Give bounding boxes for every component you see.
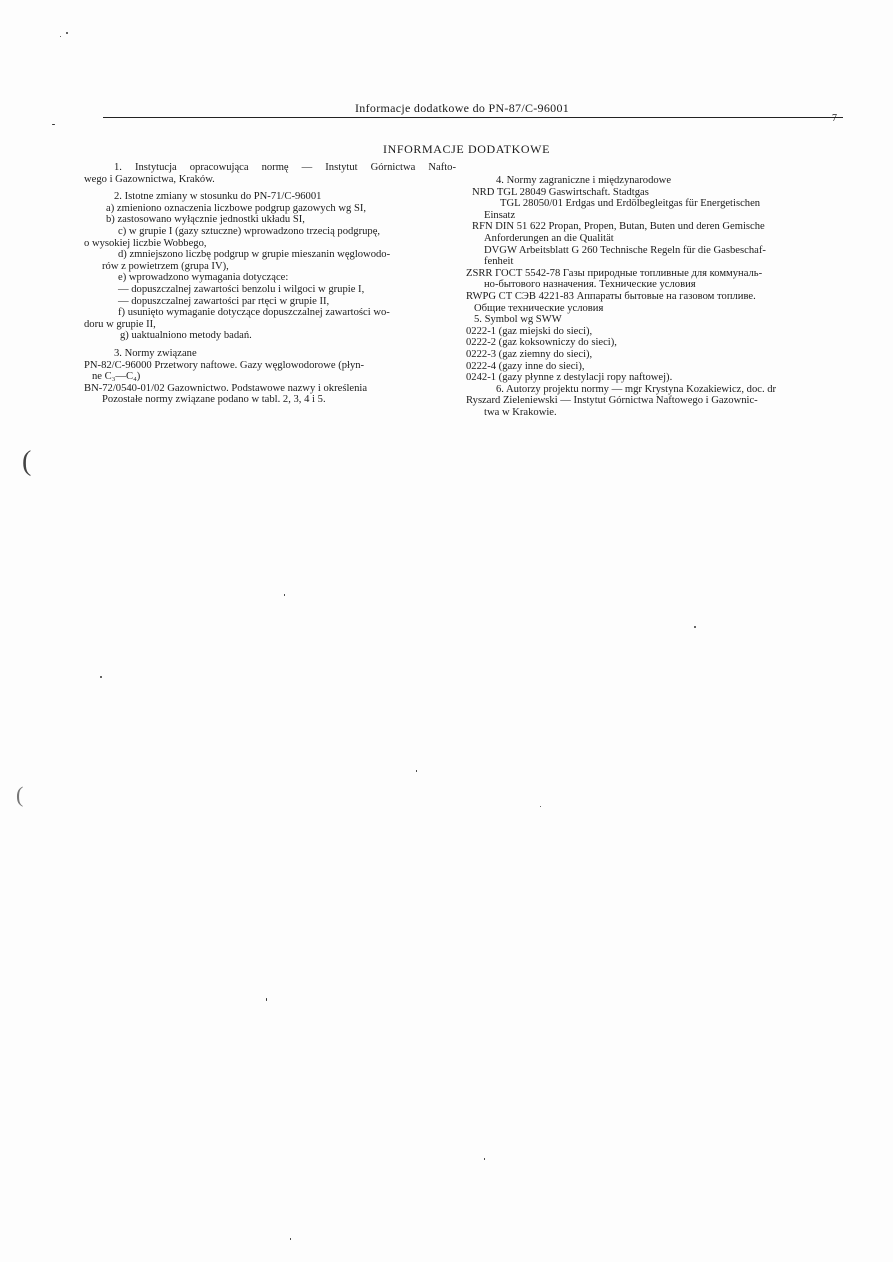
page-number: 7 [832,113,837,124]
text-line: e) wprowadzono wymagania dotyczące: [118,272,289,284]
scan-speck [266,998,267,1001]
text-line: fenheit [484,256,514,268]
text-line: twa w Krakowie. [484,406,557,418]
text-line: Pozostałe normy związane podano w tabl. 2, 3, 4 i 5. [102,394,326,406]
text-line: DVGW Arbeitsblatt G 260 Technische Regeln für die Gasbeschaf- [484,244,766,256]
section-heading: 5. Symbol wg SWW [474,314,562,326]
text-line: c) w grupie I (gazy sztuczne) wprowadzono trzecią podgrupę, [118,225,381,237]
text-line: BN-72/0540-01/02 Gazownictwo. Podstawowe nazwy i określenia [84,382,368,394]
scan-speck [52,124,55,125]
text-line: но-бытового назначения. Технические условия [484,279,696,291]
text-line: ZSRR ГОСТ 5542-78 Газы природные топливные для коммуналь- [466,267,763,279]
text-line: doru w grupie II, [84,318,156,330]
text-line: Einsatz [484,209,516,221]
text-line: — dopuszczalnej zawartości benzolu i wilgoci w grupie I, [118,283,365,295]
right-column [466,175,841,418]
section-1 [84,162,456,185]
scan-speck [290,1238,291,1240]
section-2 [84,191,456,342]
section-heading: 6. Autorzy projektu normy — mgr Krystyna Kozakiewicz, doc. dr [496,383,777,395]
scan-speck [100,676,102,678]
text-line: rów z powietrzem (grupa IV), [102,260,229,272]
section-5 [466,314,841,384]
text-line: PN-82/C-96000 Przetwory naftowe. Gazy węglowodorowe (płyn- [84,359,365,371]
text-line: ne C₃—C₄) [92,371,141,383]
text-line: TGL 28050/01 Erdgas und Erdölbegleitgas für Energetischen [500,198,761,210]
text-line: NRD TGL 28049 Gaswirtschaft. Stadtgas [472,186,649,198]
text-line: b) zastosowano wyłącznie jednostki układu SI, [106,214,305,226]
section-heading: 3. Normy związane [114,347,197,359]
text-line: f) usunięto wymaganie dotyczące dopuszczalnej zawartości wo- [118,307,390,319]
margin-paren-mark: ( [16,782,24,807]
scan-speck [284,594,285,596]
section-heading: 4. Normy zagraniczne i międzynarodowe [496,175,672,186]
text-line: o wysokiej liczbie Wobbego, [84,237,207,249]
section-4 [466,175,841,314]
text-line: 0222-2 (gaz koksowniczy do sieci), [466,337,617,349]
text-line: d) zmniejszono liczbę podgrup w grupie mieszanin węglowodo- [118,249,391,261]
left-column [84,162,456,406]
running-title: Informacje dodatkowe do PN-87/C-96001 [355,101,570,115]
text-line: wego i Gazownictwa, Kraków. [84,173,215,185]
text-line: Ryszard Zieleniewski — Instytut Górnictwa Naftowego i Gazownic- [466,395,758,407]
text-line: — dopuszczalnej zawartości par rtęci w grupie II, [118,295,330,307]
section-6 [466,384,841,419]
text-line: 0222-4 (gazy inne do sieci), [466,360,585,372]
header-rule [103,117,843,118]
text-line: 0222-3 (gaz ziemny do sieci), [466,348,593,360]
text-line: Общие технические условия [474,302,604,314]
text-line: 0242-1 (gazy płynne z destylacji ropy naftowej). [466,372,673,384]
text-line: RWPG СТ СЭВ 4221-83 Аппараты бытовые на газовом топливе. [466,290,756,302]
text-line: 1. Instytucja opracowująca normę — Instytut Górnictwa Nafto- [114,162,456,173]
scan-speck [694,626,696,628]
section-title: INFORMACJE DODATKOWE [383,142,550,156]
text-line: g) uaktualniono metody badań. [120,330,252,342]
text-line: RFN DIN 51 622 Propan, Propen, Butan, Buten und deren Gemische [472,221,765,233]
margin-paren-mark: ( [22,446,32,477]
text-line: Anforderungen an die Qualität [484,232,614,244]
scan-speck [60,36,61,37]
scan-speck [416,770,417,772]
text-line: 0222-1 (gaz miejski do sieci), [466,325,593,337]
scan-speck [66,32,68,34]
text-line: a) zmieniono oznaczenia liczbowe podgrup gazowych wg SI, [106,202,367,214]
section-heading: 2. Istotne zmiany w stosunku do PN-71/C-96001 [114,191,322,203]
scan-speck [540,806,541,807]
section-3 [84,348,456,406]
scan-speck [484,1158,485,1160]
